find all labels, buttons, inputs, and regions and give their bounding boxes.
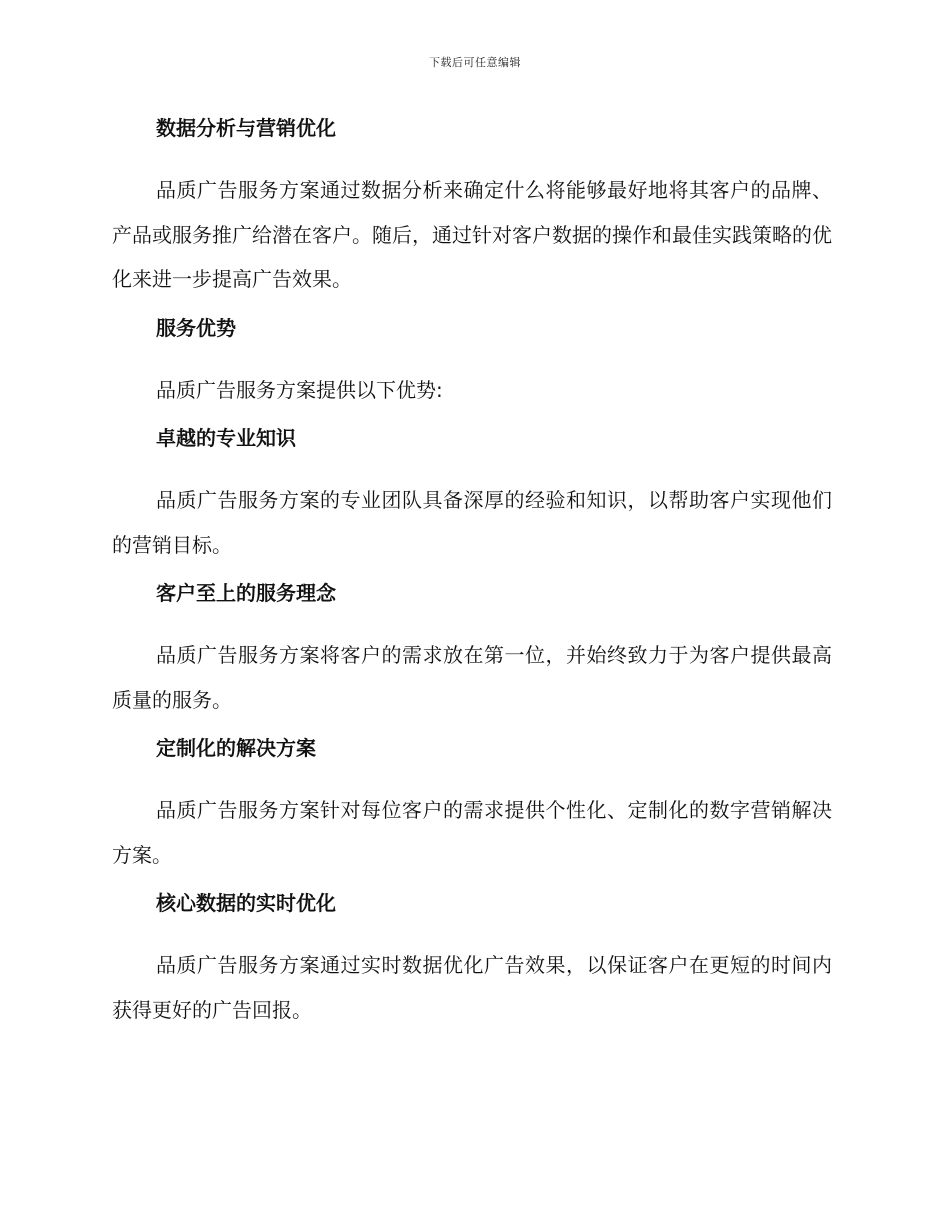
section-paragraph-custom-solutions: 品质广告服务方案针对每位客户的需求提供个性化、定制化的数字营销解决方案。 <box>112 798 832 867</box>
section-heading-custom-solutions: 定制化的解决方案 <box>156 736 316 760</box>
document-body <box>112 112 832 1042</box>
page-header-note: 下载后可任意编辑 <box>429 56 521 69</box>
section-paragraph-expertise: 品质广告服务方案的专业团队具备深厚的经验和知识，以帮助客户实现他们的营销目标。 <box>112 488 832 557</box>
section-heading-data-analysis: 数据分析与营销优化 <box>156 116 336 140</box>
section-paragraph-service-advantages: 品质广告服务方案提供以下优势: <box>156 377 443 402</box>
section-paragraph-data-analysis: 品质广告服务方案通过数据分析来确定什么将能够最好地将其客户的品牌、产品或服务推广给潜在客户。随后，通过针对客户数据的操作和最佳实践策略的优化来进一步提高广告效果。 <box>112 178 832 291</box>
section-paragraph-realtime-optimization: 品质广告服务方案通过实时数据优化广告效果，以保证客户在更短的时间内获得更好的广告回报。 <box>112 953 832 1022</box>
section-paragraph-customer-first: 品质广告服务方案将客户的需求放在第一位，并始终致力于为客户提供最高质量的服务。 <box>112 643 832 712</box>
section-heading-realtime-optimization: 核心数据的实时优化 <box>156 891 336 915</box>
section-heading-service-advantages: 服务优势 <box>156 315 236 340</box>
section-heading-expertise: 卓越的专业知识 <box>156 426 296 450</box>
section-heading-customer-first: 客户至上的服务理念 <box>156 581 336 605</box>
